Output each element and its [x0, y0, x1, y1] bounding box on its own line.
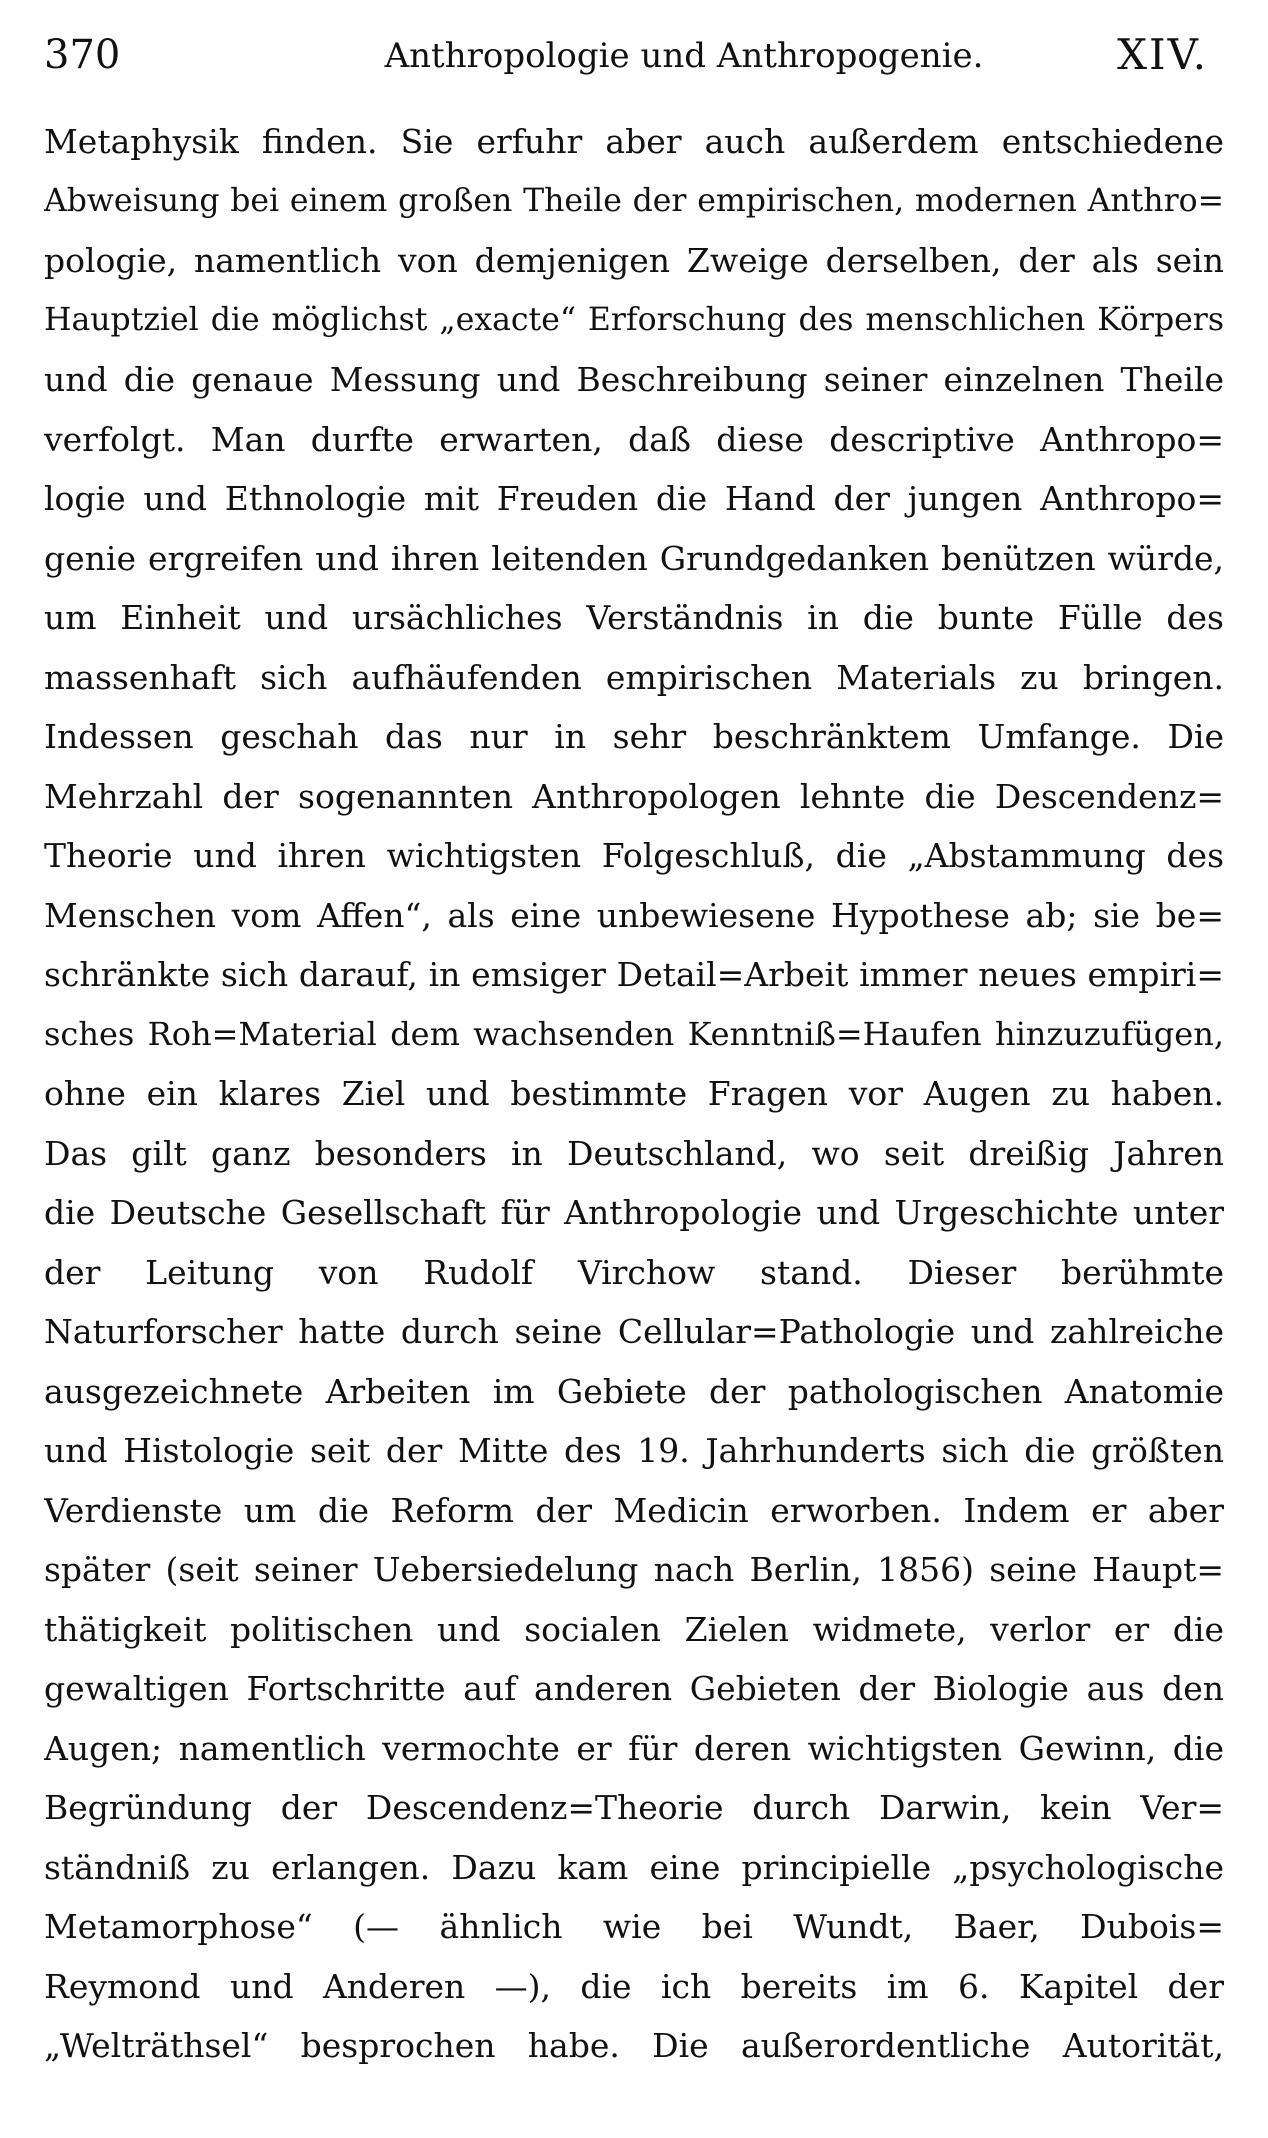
text-line: thätigkeit politischen und socialen Zielen widmete, verlor er die	[44, 1609, 1224, 1649]
text-line: ausgezeichnete Arbeiten im Gebiete der pathologischen Anatomie	[44, 1371, 1224, 1411]
text-line: verfolgt. Man durfte erwarten, daß diese descriptive Anthropo=	[44, 419, 1224, 459]
text-line: Begründung der Descendenz=Theorie durch Darwin, kein Ver=	[44, 1788, 1224, 1827]
text-line: logie und Ethnologie mit Freuden die Hand der jungen Anthropo=	[44, 479, 1224, 518]
text-line: gewaltigen Fortschritte auf anderen Gebieten der Biologie aus den	[44, 1669, 1224, 1708]
running-title: Anthropologie und Anthropogenie.	[384, 36, 984, 76]
body-text	[44, 112, 1224, 2076]
text-line: Indessen geschah das nur in sehr beschränktem Umfange. Die	[44, 717, 1224, 756]
text-line: Menschen vom Affen“, als eine unbewiesene Hypothese ab; sie be=	[44, 895, 1224, 935]
text-line: pologie, namentlich von demjenigen Zweige derselben, der als sein	[44, 241, 1224, 280]
text-line: Mehrzahl der sogenannten Anthropologen lehnte die Descendenz=	[44, 776, 1224, 816]
text-line: „Welträthsel“ besprochen habe. Die außerordentliche Autorität,	[44, 2026, 1224, 2065]
text-line: schränkte sich darauf, in emsiger Detail=Arbeit immer neues empiri=	[44, 955, 1224, 994]
text-line: der Leitung von Rudolf Virchow stand. Dieser berühmte	[44, 1252, 1224, 1292]
page-header	[44, 22, 1224, 92]
text-line: später (seit seiner Uebersiedelung nach Berlin, 1856) seine Haupt=	[44, 1550, 1224, 1589]
text-line: und Histologie seit der Mitte des 19. Jahrhunderts sich die größten	[44, 1431, 1224, 1470]
text-line: ständniß zu erlangen. Dazu kam eine principielle „psychologische	[44, 1847, 1224, 1887]
text-line: genie ergreifen und ihren leitenden Grundgedanken benützen würde,	[44, 538, 1224, 578]
text-line: massenhaft sich aufhäufenden empirischen Materials zu bringen.	[44, 657, 1224, 697]
text-line: Metaphysik finden. Sie erfuhr aber auch außerdem entschiedene	[44, 122, 1224, 161]
text-line: und die genaue Messung und Beschreibung seiner einzelnen Theile	[44, 360, 1224, 399]
text-line: Metamorphose“ (— ähnlich wie bei Wundt, Baer, Dubois=	[44, 1907, 1224, 1946]
text-line: Hauptziel die möglichst „exacte“ Erforschung des menschlichen Körpers	[44, 301, 1224, 338]
text-line: ohne ein klares Ziel und bestimmte Fragen vor Augen zu haben.	[44, 1074, 1224, 1113]
text-line: Das gilt ganz besonders in Deutschland, wo seit dreißig Jahren	[44, 1133, 1224, 1173]
chapter-number: XIV.	[1117, 30, 1208, 79]
text-line: Reymond und Anderen —), die ich bereits im 6. Kapitel der	[44, 1966, 1224, 2006]
text-line: die Deutsche Gesellschaft für Anthropologie und Urgeschichte unter	[44, 1193, 1224, 1232]
text-line: Theorie und ihren wichtigsten Folgeschluß, die „Abstammung des	[44, 836, 1224, 875]
page-number: 370	[44, 32, 121, 78]
text-line: Abweisung bei einem großen Theile der empirischen, modernen Anthro=	[44, 182, 1224, 219]
text-line: Verdienste um die Reform der Medicin erworben. Indem er aber	[44, 1490, 1224, 1530]
text-line: Augen; namentlich vermochte er für deren wichtigsten Gewinn, die	[44, 1728, 1224, 1768]
text-line: um Einheit und ursächliches Verständnis in die bunte Fülle des	[44, 598, 1224, 637]
text-line: sches Roh=Material dem wachsenden Kenntniß=Haufen hinzuzufügen,	[44, 1014, 1224, 1053]
text-line: Naturforscher hatte durch seine Cellular=Pathologie und zahlreiche	[44, 1312, 1224, 1351]
